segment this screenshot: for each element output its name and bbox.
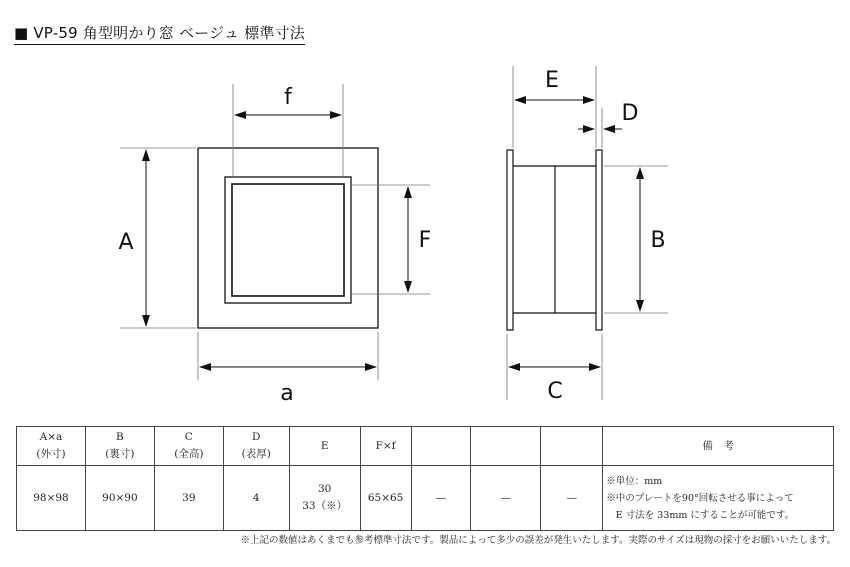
- cell-C: 39: [154, 466, 223, 531]
- header-D: D (表厚): [223, 427, 289, 466]
- header-empty-3: [541, 427, 603, 466]
- front-dimension-lines: [146, 115, 408, 367]
- side-view: [507, 150, 602, 330]
- dim-label-D: D: [621, 101, 639, 126]
- remark-rotate: ※中のプレートを90°回転させる事によって: [606, 492, 794, 504]
- remark-unit: ※単位：mm: [606, 475, 663, 487]
- cell-E: 30 33（※）: [289, 466, 360, 531]
- header-empty-1: [411, 427, 471, 466]
- cell-dash-3: —: [541, 466, 603, 531]
- dim-label-f: f: [284, 85, 292, 110]
- front-inner-frame-outer: [225, 177, 351, 303]
- cell-dash-2: —: [471, 466, 541, 531]
- side-back-flange: [507, 150, 513, 330]
- cell-D: 4: [223, 466, 289, 531]
- front-view: [198, 148, 378, 328]
- dim-label-F: F: [418, 228, 432, 253]
- page-title: ■ VP-59 角型明かり窓 ベージュ 標準寸法: [14, 22, 305, 45]
- cell-B: 90×90: [85, 466, 154, 531]
- side-extension-lines: [507, 66, 668, 400]
- header-Ff: F×f: [360, 427, 411, 466]
- footnote: ※上記の数値はあくまでも参考標準寸法です。製品によって多少の誤差が発生いたします。実際のサイズは現物の採寸をお願いいたします。: [240, 535, 836, 546]
- header-E: E: [289, 427, 360, 466]
- front-inner-frame-inner: [232, 184, 344, 296]
- side-dimension-lines: [509, 100, 640, 367]
- spec-table: [16, 426, 834, 531]
- header-remarks: 備 考: [603, 427, 834, 466]
- header-Aa: A×a (外寸): [17, 427, 86, 466]
- remark-e-size: E 寸法を 33mm にすることが可能です。: [606, 509, 795, 521]
- side-front-flange: [596, 150, 602, 330]
- cell-Aa: 98×98: [17, 466, 86, 531]
- dim-label-C: C: [547, 379, 563, 404]
- table-row: [17, 466, 834, 531]
- table-header-row: [17, 427, 834, 466]
- cell-Ff: 65×65: [360, 466, 411, 531]
- dim-label-A: A: [118, 230, 134, 255]
- front-extension-lines: [120, 84, 430, 380]
- dim-label-E: E: [545, 68, 559, 93]
- dim-label-a: a: [280, 381, 294, 406]
- cell-dash-1: —: [411, 466, 471, 531]
- dim-label-B: B: [650, 228, 666, 253]
- cell-remarks: [603, 466, 834, 531]
- header-C: C (全高): [154, 427, 223, 466]
- header-empty-2: [471, 427, 541, 466]
- header-B: B (裏寸): [85, 427, 154, 466]
